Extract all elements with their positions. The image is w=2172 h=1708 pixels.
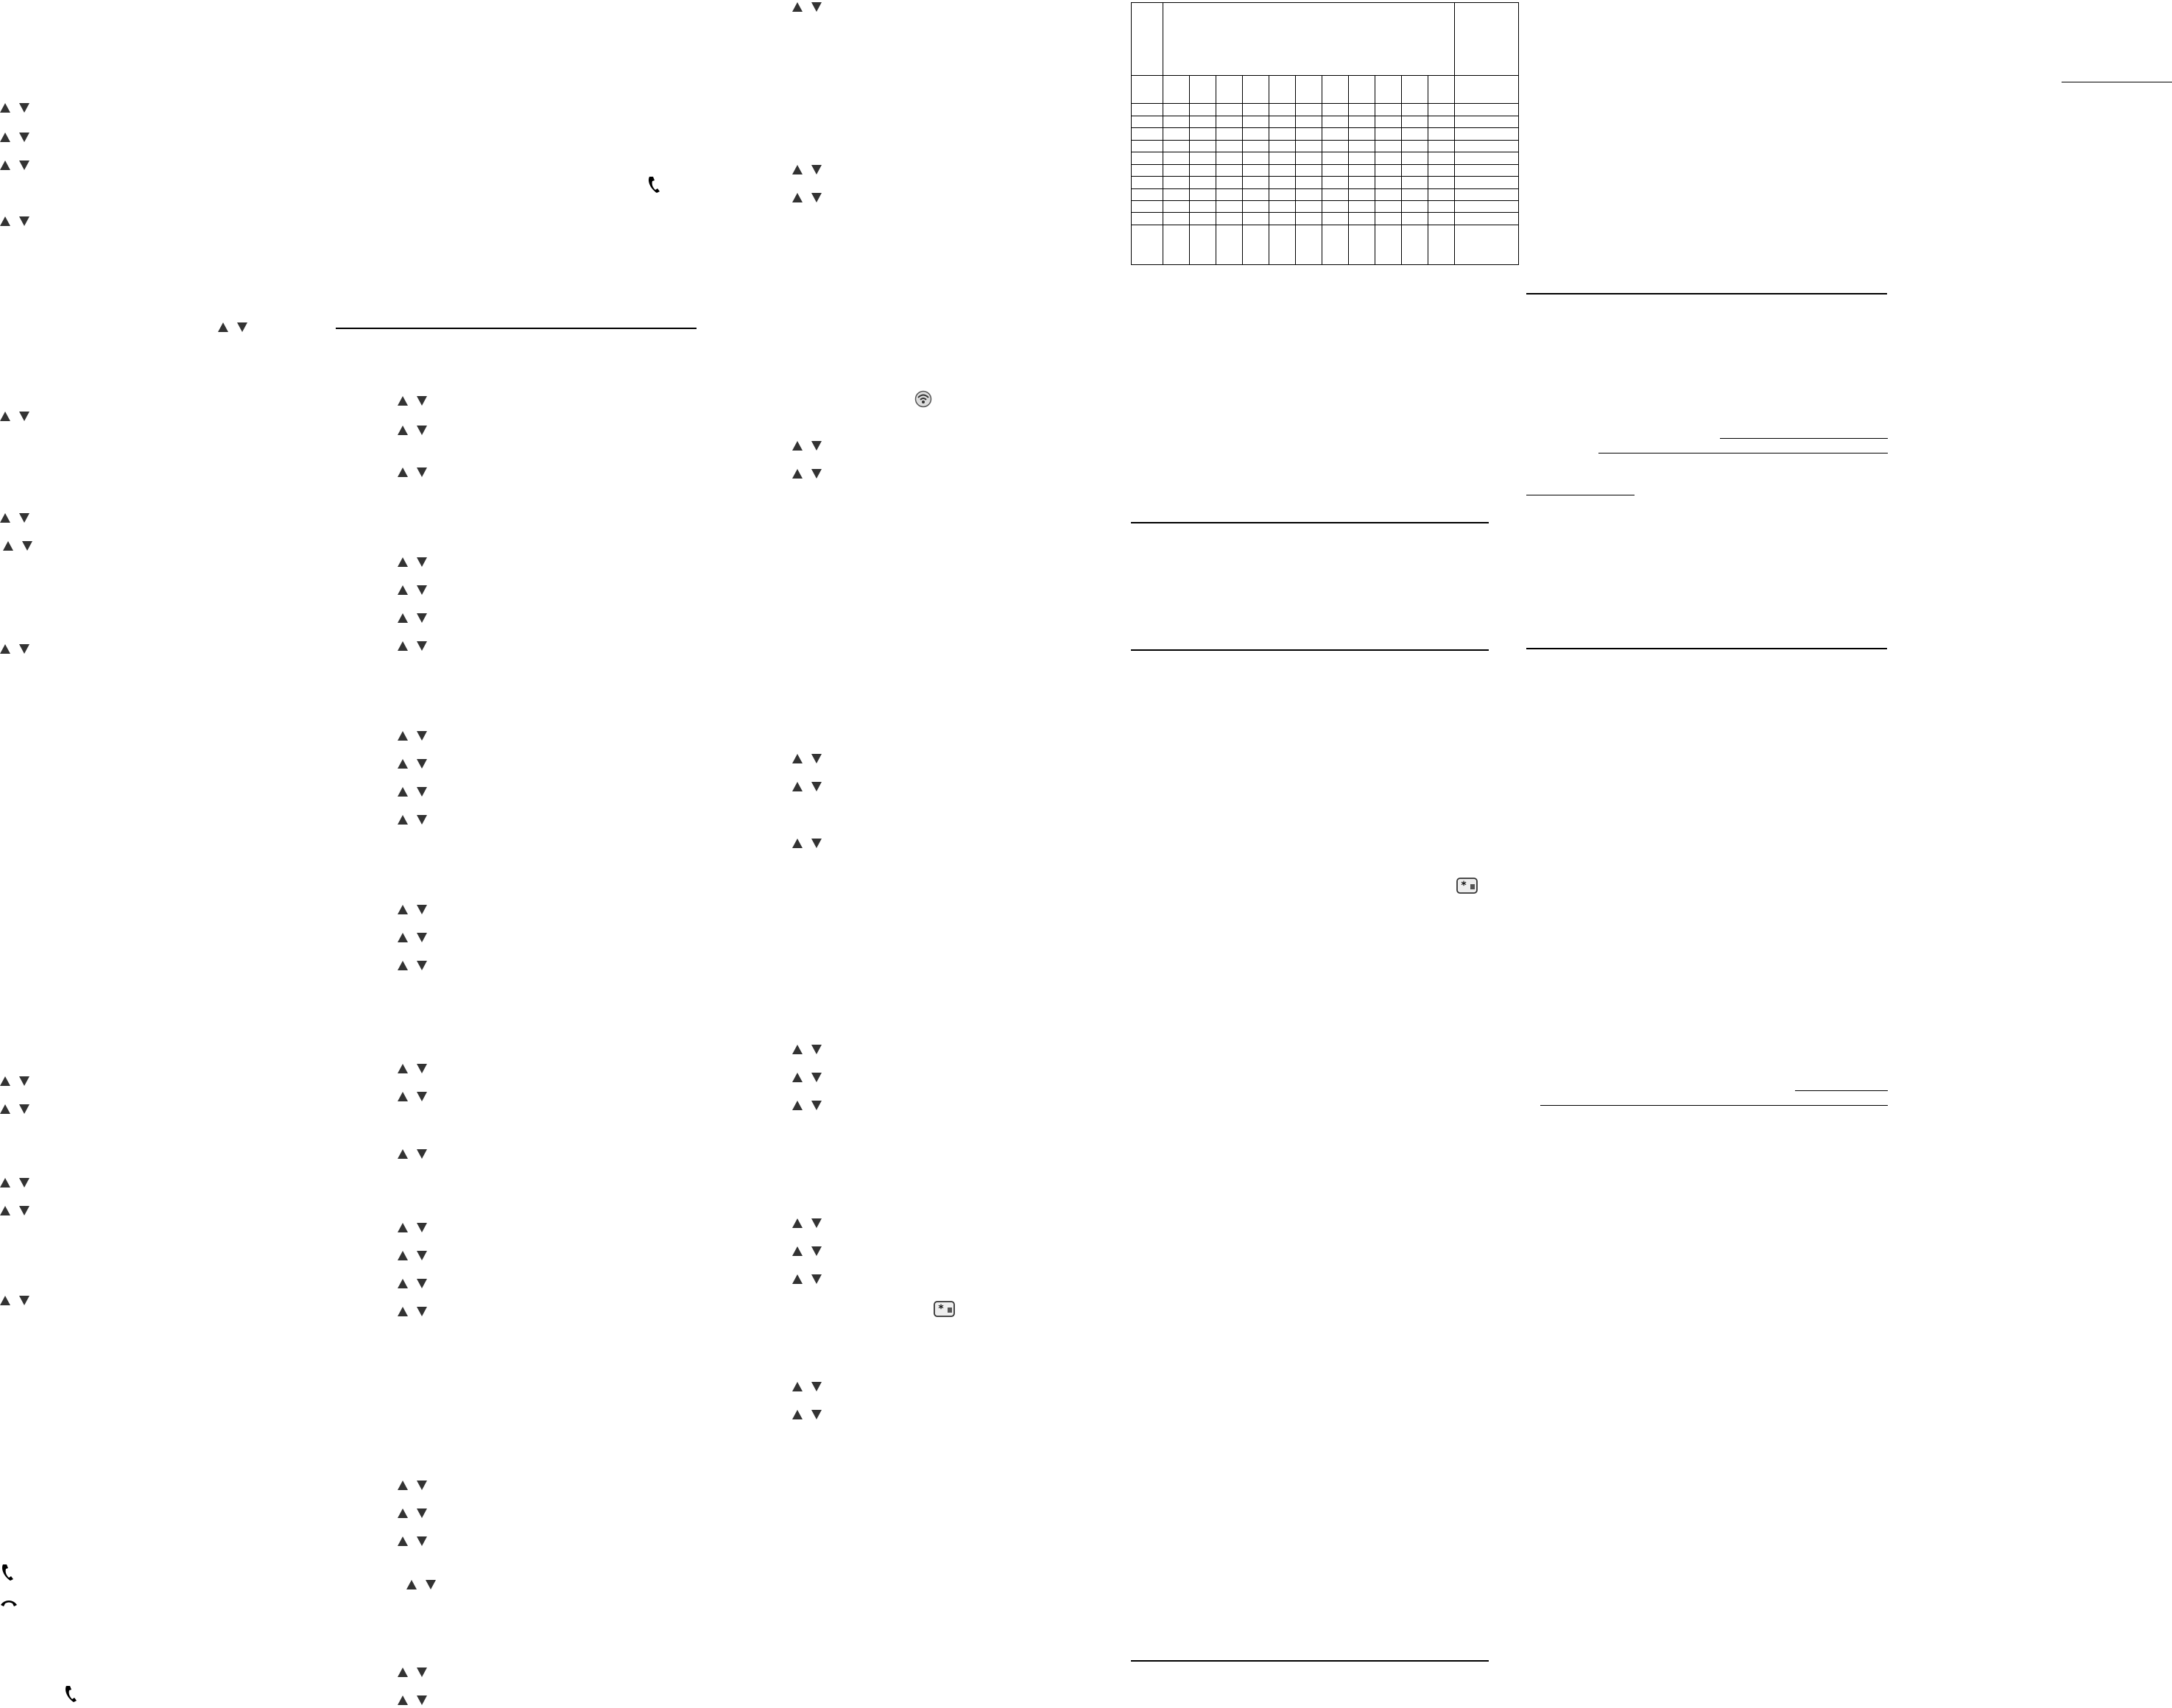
up-arrow-icon (398, 933, 408, 942)
wireless-signal-icon (914, 390, 932, 408)
down-arrow-icon (811, 839, 822, 848)
rule-line (1795, 1090, 1888, 1091)
down-arrow-icon (811, 441, 822, 451)
down-arrow-icon (417, 787, 427, 797)
down-arrow-icon (811, 1218, 822, 1228)
up-arrow-icon (398, 613, 408, 623)
nav-arrows-icon (792, 752, 825, 766)
down-arrow-icon (19, 412, 29, 421)
up-arrow-icon (792, 1274, 803, 1284)
down-arrow-icon (417, 1668, 427, 1677)
down-arrow-icon (417, 1064, 427, 1073)
up-arrow-icon (0, 103, 10, 113)
down-arrow-icon (811, 469, 822, 479)
down-arrow-icon (19, 1104, 29, 1114)
up-arrow-icon (792, 1218, 803, 1228)
up-arrow-icon (0, 1076, 10, 1086)
up-arrow-icon (398, 1307, 408, 1316)
up-arrow-icon (398, 1251, 408, 1260)
down-arrow-icon (417, 613, 427, 623)
nav-arrows-icon (398, 1062, 430, 1076)
up-arrow-icon (792, 1410, 803, 1419)
up-arrow-icon (398, 1279, 408, 1288)
nav-arrows-icon (398, 423, 430, 438)
down-arrow-icon (19, 160, 29, 170)
up-arrow-icon (792, 441, 803, 451)
table-row (1132, 116, 1519, 127)
nav-arrows-icon (218, 320, 250, 335)
down-arrow-icon (811, 1274, 822, 1284)
nav-arrows-icon (3, 539, 35, 554)
nav-arrows-icon (0, 1102, 32, 1117)
down-arrow-icon (417, 1251, 427, 1260)
table-row (1132, 128, 1519, 140)
nav-arrows-icon (398, 813, 430, 827)
table-row (1132, 104, 1519, 116)
rule-line (1131, 522, 1489, 523)
up-arrow-icon (398, 396, 408, 406)
table-row (1132, 200, 1519, 212)
up-arrow-icon (398, 1508, 408, 1518)
rule-line (1526, 648, 1887, 649)
down-arrow-icon (811, 754, 822, 763)
nav-arrows-icon (0, 214, 32, 229)
down-arrow-icon (417, 641, 427, 651)
down-arrow-icon (19, 1178, 29, 1188)
end-call-icon (0, 1598, 18, 1608)
nav-arrows-icon (0, 130, 32, 145)
nav-arrows-icon (792, 467, 825, 481)
nav-arrows-icon (0, 409, 32, 424)
down-arrow-icon (417, 815, 427, 825)
nav-arrows-icon (398, 903, 430, 917)
down-arrow-icon (417, 396, 427, 406)
rule-line (1131, 1660, 1489, 1662)
down-arrow-icon (811, 1045, 822, 1054)
up-arrow-icon (398, 787, 408, 797)
down-arrow-icon (19, 513, 29, 523)
down-arrow-icon (417, 585, 427, 595)
up-arrow-icon (398, 1536, 408, 1546)
table-corner-cell (1132, 3, 1163, 76)
nav-arrows-icon (0, 158, 32, 173)
up-arrow-icon (792, 782, 803, 791)
down-arrow-icon (417, 1223, 427, 1232)
nav-arrows-icon (792, 439, 825, 454)
up-arrow-icon (0, 513, 10, 523)
up-arrow-icon (406, 1580, 417, 1589)
nav-arrows-icon (398, 729, 430, 744)
down-arrow-icon (22, 541, 32, 551)
up-arrow-icon (218, 322, 228, 332)
up-arrow-icon (0, 160, 10, 170)
nav-arrows-icon (792, 1380, 825, 1394)
up-arrow-icon (3, 541, 13, 551)
down-arrow-icon (19, 644, 29, 654)
down-arrow-icon (417, 759, 427, 769)
svg-text:*: * (1461, 880, 1467, 892)
down-arrow-icon (417, 905, 427, 914)
up-arrow-icon (398, 467, 408, 477)
up-arrow-icon (398, 585, 408, 595)
down-arrow-icon (426, 1580, 436, 1589)
handset-icon (0, 1563, 16, 1584)
down-arrow-icon (811, 1382, 822, 1391)
down-arrow-icon (811, 1101, 822, 1110)
down-arrow-icon (19, 1076, 29, 1086)
rule-line (1720, 438, 1888, 439)
nav-arrows-icon (398, 465, 430, 480)
down-arrow-icon (19, 1206, 29, 1215)
nav-arrows-icon (398, 1305, 430, 1319)
nav-arrows-icon (398, 1090, 430, 1104)
table-row (1132, 140, 1519, 152)
nav-arrows-icon (792, 1408, 825, 1422)
up-arrow-icon (398, 1481, 408, 1490)
nav-arrows-icon (792, 1244, 825, 1259)
down-arrow-icon (19, 1296, 29, 1305)
up-arrow-icon (792, 754, 803, 763)
up-arrow-icon (0, 133, 10, 142)
up-arrow-icon (0, 644, 10, 654)
up-arrow-icon (398, 1149, 408, 1159)
down-arrow-icon (811, 1073, 822, 1082)
rule-line (1526, 293, 1887, 294)
nav-arrows-icon (792, 1042, 825, 1057)
down-arrow-icon (811, 165, 822, 174)
nav-arrows-icon (0, 642, 32, 657)
table-row (1132, 164, 1519, 176)
up-arrow-icon (792, 165, 803, 174)
nav-arrows-icon (398, 1693, 430, 1708)
down-arrow-icon (19, 216, 29, 226)
down-arrow-icon (417, 961, 427, 970)
up-arrow-icon (398, 1695, 408, 1705)
handset-icon (646, 175, 663, 196)
down-arrow-icon (19, 103, 29, 113)
nav-arrows-icon (792, 0, 825, 15)
nav-arrows-icon (398, 757, 430, 772)
down-arrow-icon (417, 1149, 427, 1159)
nav-arrows-icon (398, 1665, 430, 1680)
nav-arrows-icon (398, 555, 430, 570)
up-arrow-icon (398, 961, 408, 970)
nav-arrows-icon (0, 511, 32, 526)
up-arrow-icon (792, 193, 803, 202)
down-arrow-icon (417, 1536, 427, 1546)
nav-arrows-icon (792, 191, 825, 205)
down-arrow-icon (811, 1410, 822, 1419)
up-arrow-icon (0, 412, 10, 421)
nav-arrows-icon (398, 394, 430, 409)
up-arrow-icon (398, 1668, 408, 1677)
up-arrow-icon (792, 2, 803, 12)
star-card-icon (933, 1299, 956, 1319)
up-arrow-icon (398, 731, 408, 741)
handset-icon (63, 1684, 80, 1705)
down-arrow-icon (417, 1481, 427, 1490)
svg-text:*: * (938, 1303, 944, 1315)
nav-arrows-icon (398, 1277, 430, 1291)
down-arrow-icon (237, 322, 247, 332)
up-arrow-icon (0, 1206, 10, 1215)
nav-arrows-icon (398, 1478, 430, 1493)
table-header-cell (1455, 3, 1519, 76)
up-arrow-icon (792, 1382, 803, 1391)
table-row (1132, 152, 1519, 164)
nav-arrows-icon (398, 1506, 430, 1521)
nav-arrows-icon (398, 785, 430, 800)
up-arrow-icon (792, 1045, 803, 1054)
down-arrow-icon (417, 1307, 427, 1316)
up-arrow-icon (398, 1092, 408, 1101)
nav-arrows-icon (792, 1098, 825, 1113)
nav-arrows-icon (406, 1578, 439, 1592)
down-arrow-icon (811, 2, 822, 12)
nav-arrows-icon (0, 101, 32, 116)
down-arrow-icon (417, 557, 427, 567)
down-arrow-icon (417, 1695, 427, 1705)
down-arrow-icon (811, 782, 822, 791)
up-arrow-icon (398, 905, 408, 914)
nav-arrows-icon (792, 1216, 825, 1231)
nav-arrows-icon (398, 639, 430, 654)
up-arrow-icon (792, 1246, 803, 1256)
up-arrow-icon (0, 216, 10, 226)
down-arrow-icon (417, 1279, 427, 1288)
up-arrow-icon (792, 1073, 803, 1082)
nav-arrows-icon (792, 1272, 825, 1287)
nav-arrows-icon (0, 1176, 32, 1190)
nav-arrows-icon (398, 1221, 430, 1235)
nav-arrows-icon (792, 163, 825, 177)
down-arrow-icon (811, 193, 822, 202)
rule-line (1598, 453, 1888, 454)
rule-line (336, 328, 697, 329)
nav-arrows-icon (398, 959, 430, 973)
table-row (1132, 225, 1519, 264)
down-arrow-icon (19, 133, 29, 142)
table-row (1132, 75, 1519, 104)
up-arrow-icon (792, 1101, 803, 1110)
up-arrow-icon (398, 815, 408, 825)
nav-arrows-icon (398, 611, 430, 626)
rule-line (1131, 649, 1489, 651)
up-arrow-icon (0, 1296, 10, 1305)
down-arrow-icon (417, 933, 427, 942)
nav-arrows-icon (398, 931, 430, 945)
up-arrow-icon (792, 469, 803, 479)
up-arrow-icon (398, 1064, 408, 1073)
rule-line (1540, 1105, 1888, 1106)
down-arrow-icon (417, 426, 427, 435)
table-header-cell (1163, 3, 1455, 76)
specification-table (1131, 2, 1519, 265)
down-arrow-icon (417, 467, 427, 477)
star-card-icon (1456, 876, 1479, 895)
nav-arrows-icon (0, 1074, 32, 1089)
nav-arrows-icon (398, 1147, 430, 1162)
down-arrow-icon (811, 1246, 822, 1256)
down-arrow-icon (417, 731, 427, 741)
down-arrow-icon (417, 1508, 427, 1518)
down-arrow-icon (417, 1092, 427, 1101)
table-row (1132, 213, 1519, 225)
nav-arrows-icon (398, 1249, 430, 1263)
up-arrow-icon (398, 426, 408, 435)
nav-arrows-icon (792, 836, 825, 851)
nav-arrows-icon (398, 583, 430, 598)
up-arrow-icon (398, 1223, 408, 1232)
up-arrow-icon (398, 557, 408, 567)
up-arrow-icon (398, 759, 408, 769)
nav-arrows-icon (0, 1204, 32, 1218)
nav-arrows-icon (792, 780, 825, 794)
nav-arrows-icon (0, 1294, 32, 1308)
up-arrow-icon (0, 1178, 10, 1188)
table-row (1132, 177, 1519, 188)
nav-arrows-icon (792, 1070, 825, 1085)
up-arrow-icon (792, 839, 803, 848)
nav-arrows-icon (398, 1534, 430, 1549)
up-arrow-icon (0, 1104, 10, 1114)
up-arrow-icon (398, 641, 408, 651)
table-row (1132, 188, 1519, 200)
